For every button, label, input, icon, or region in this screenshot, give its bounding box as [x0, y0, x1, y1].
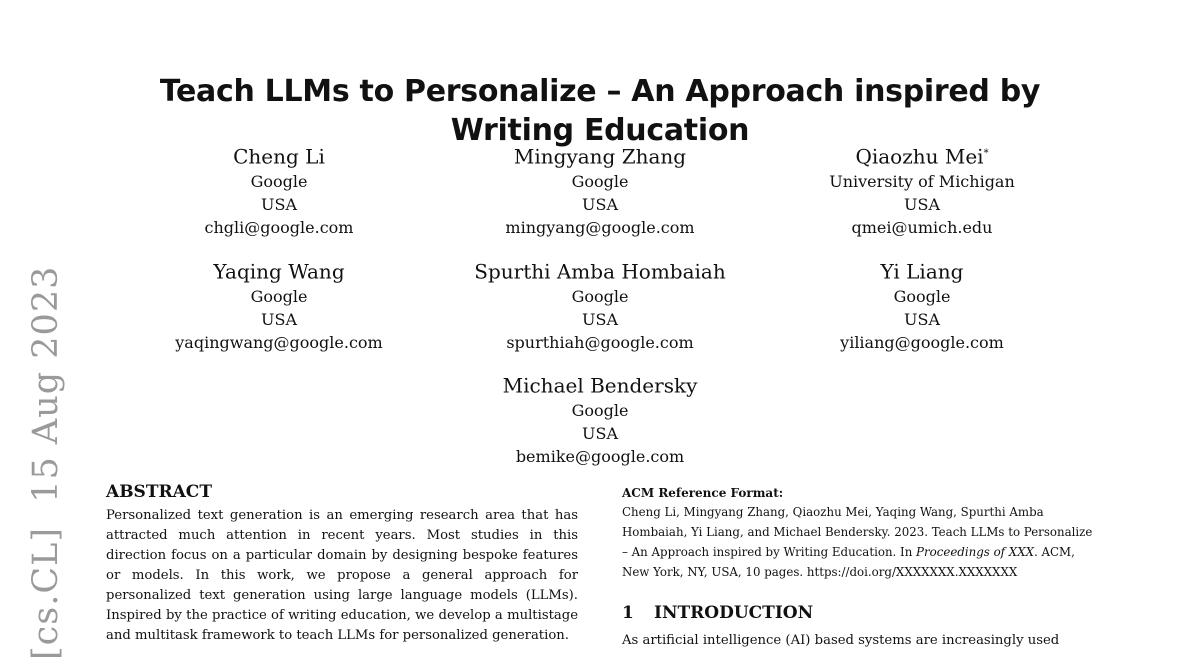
author-country: USA: [582, 423, 618, 443]
author-email: qmei@umich.edu: [851, 217, 993, 237]
author-affiliation: Google: [250, 286, 308, 306]
author-email: spurthiah@google.com: [506, 332, 694, 352]
acm-reference-section: [622, 486, 1098, 582]
author-name: Yaqing Wang: [213, 259, 345, 284]
author-country: USA: [904, 194, 940, 214]
author-country: USA: [582, 309, 618, 329]
section-number: 1: [622, 603, 634, 623]
paper-title: Teach LLMs to Personalize – An Approach inspired by Writing Education: [159, 74, 1041, 149]
author-name: Qiaozhu Mei*: [855, 144, 989, 169]
author-name: Spurthi Amba Hombaiah: [474, 259, 726, 284]
author-email: mingyang@google.com: [505, 217, 695, 237]
author-card: [129, 256, 429, 354]
acm-reference-text: Cheng Li, Mingyang Zhang, Qiaozhu Mei, Yaqing Wang, Spurthi Amba Hombaiah, Yi Liang, and Michael Bendersky. 2023. Teach LLMs to Personalize – An Approach inspired by Writing Education. In Proceedings of XXX. ACM, New York, NY, USA, 10 pages. https://doi.org/XXXXXXX.XXXXXXX: [622, 505, 1093, 579]
acm-reference-venue: Proceedings of XXX: [916, 545, 1034, 559]
author-card: [772, 256, 1072, 354]
author-name: Michael Bendersky: [502, 373, 698, 398]
arxiv-stamp: [cs.CL] 15 Aug 2023: [26, 265, 66, 660]
abstract-heading: ABSTRACT: [106, 482, 212, 502]
author-affiliation: Google: [571, 171, 629, 191]
author-affiliation: University of Michigan: [829, 171, 1015, 191]
author-name: Mingyang Zhang: [513, 144, 687, 169]
introduction-section: [622, 603, 1098, 651]
author-name: Yi Liang: [880, 259, 964, 284]
acm-reference-heading: ACM Reference Format:: [622, 486, 784, 500]
author-email: bemike@google.com: [515, 446, 685, 466]
author-country: USA: [582, 194, 618, 214]
author-card: [772, 141, 1072, 239]
introduction-text: As artificial intelligence (AI) based systems are increasingly used: [622, 633, 1060, 648]
abstract-text: Personalized text generation is an emerging research area that has attracted much attention in recent years. Most studies in this direction focus on a particular domain by designing bespoke features or models. In this work, we propose a general approach for personalized text generation using large language models (LLMs). Inspired by the practice of writing education, we develop a multistage and multitask framework to teach LLMs for personalized generation.: [106, 508, 578, 643]
author-country: USA: [904, 309, 940, 329]
author-affiliation: Google: [571, 286, 629, 306]
author-email: yaqingwang@google.com: [175, 332, 383, 352]
author-affiliation: Google: [571, 400, 629, 420]
author-affiliation: Google: [893, 286, 951, 306]
introduction-heading: 1 INTRODUCTION: [622, 603, 814, 623]
author-card: [450, 141, 750, 239]
author-country: USA: [261, 309, 297, 329]
abstract-section: [106, 482, 578, 646]
author-email: chgli@google.com: [204, 217, 354, 237]
author-card: [450, 256, 750, 354]
author-card: [129, 141, 429, 239]
author-card: [450, 370, 750, 468]
author-country: USA: [261, 194, 297, 214]
author-email: yiliang@google.com: [840, 332, 1004, 352]
author-affiliation: Google: [250, 171, 308, 191]
author-name: Cheng Li: [233, 144, 325, 169]
